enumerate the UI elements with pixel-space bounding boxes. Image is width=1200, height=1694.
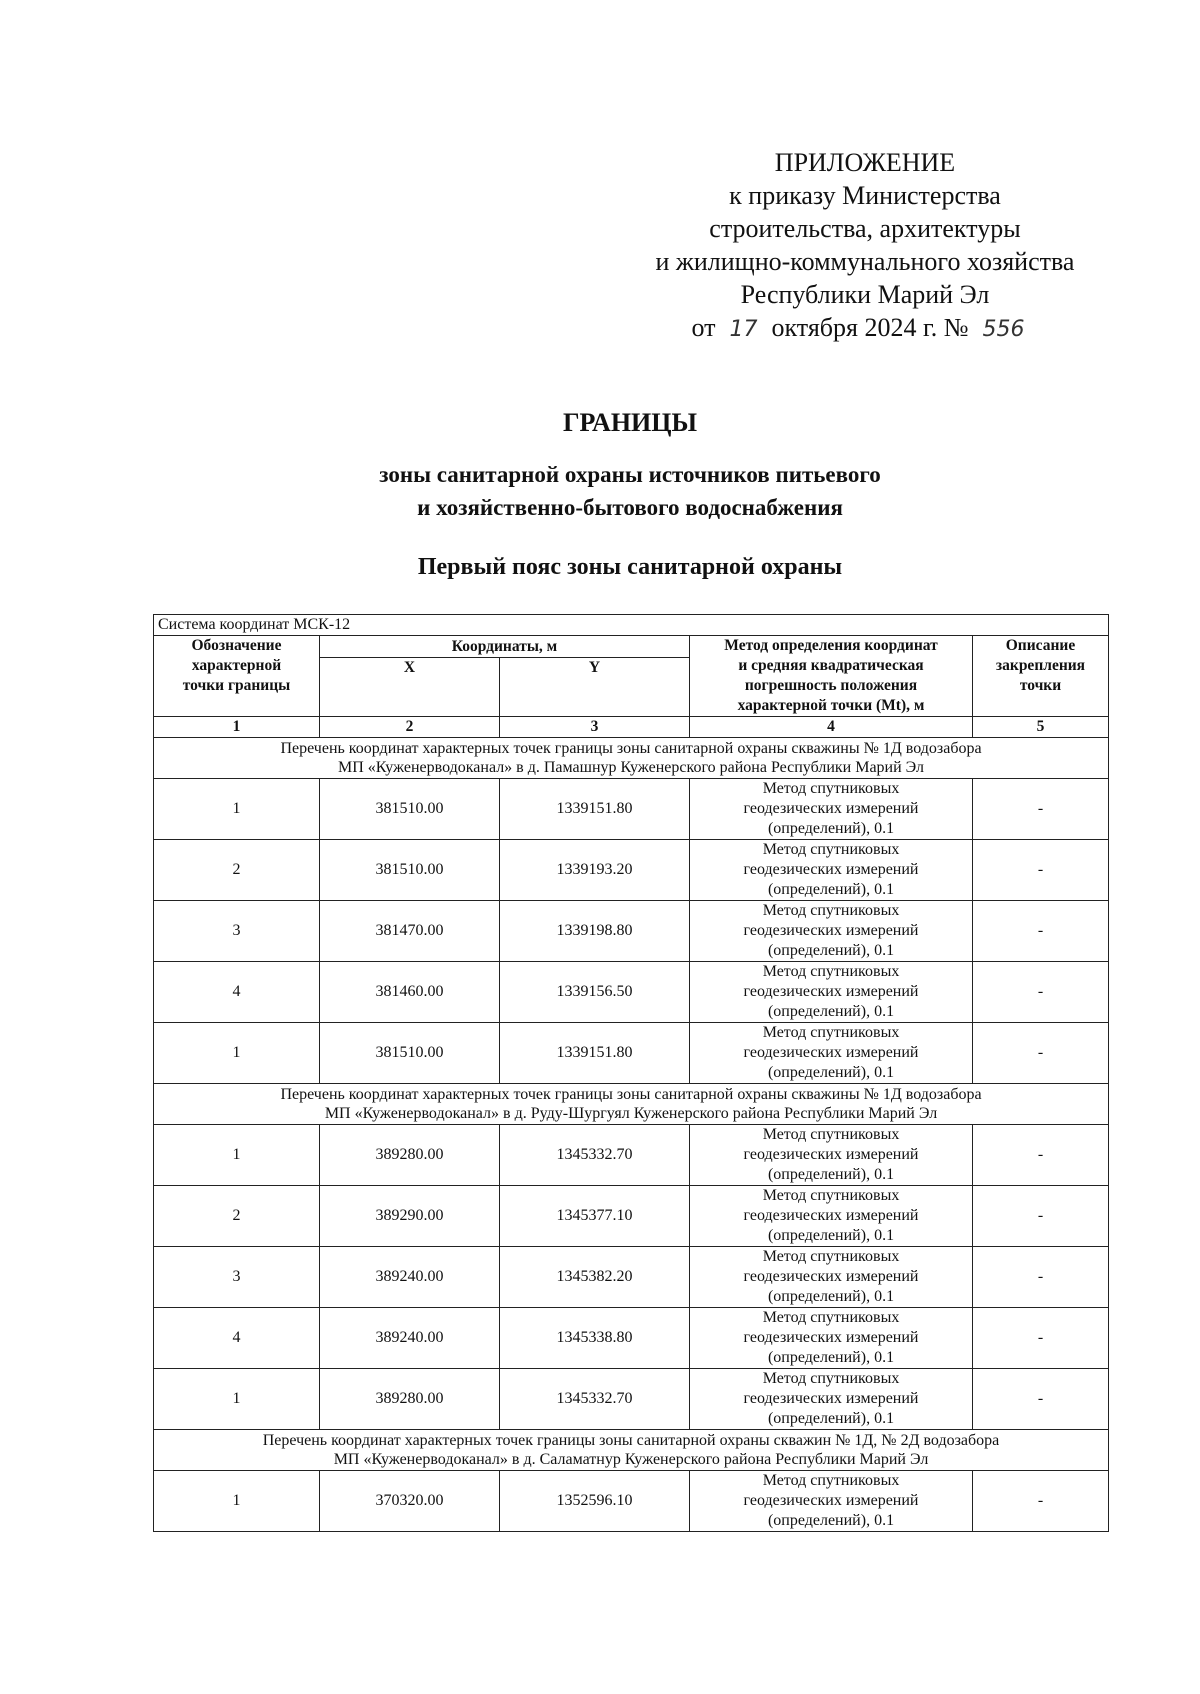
header-point: Обозначение характерной точки границы (154, 636, 320, 717)
method-line: геодезических измерений (743, 922, 919, 939)
cell-x: 381510.00 (320, 1023, 500, 1084)
method-line: геодезических измерений (743, 861, 919, 878)
cell-point: 4 (154, 1308, 320, 1369)
cell-method (690, 840, 973, 901)
cell-method (690, 1125, 973, 1186)
cell-description: - (973, 1125, 1109, 1186)
group-caption-line: МП «Куженерводоканал» в д. Памашнур Куженерского района Республики Марий Эл (337, 759, 925, 776)
cell-point: 3 (154, 901, 320, 962)
cell-method (690, 1308, 973, 1369)
cell-x: 389290.00 (320, 1186, 500, 1247)
cell-y: 1339151.80 (500, 1023, 690, 1084)
group-caption (154, 1084, 1109, 1125)
cell-description: - (973, 1023, 1109, 1084)
group-caption-row (154, 1084, 1109, 1125)
group-caption-line: Перечень координат характерных точек границы зоны санитарной охраны скважин № 1Д, № 2Д водозабора (262, 1432, 1000, 1449)
method-line: (определений), 0.1 (767, 1410, 895, 1427)
cell-x: 381510.00 (320, 779, 500, 840)
group-caption-line: МП «Куженерводоканал» в д. Руду-Шургуял Куженерского района Республики Марий Эл (324, 1105, 938, 1122)
method-line: геодезических измерений (743, 1146, 919, 1163)
table-row (154, 962, 1109, 1023)
order-date-line (600, 311, 1130, 346)
cell-x: 389280.00 (320, 1369, 500, 1430)
table-row (154, 1186, 1109, 1247)
cell-x: 381460.00 (320, 962, 500, 1023)
method-line: (определений), 0.1 (767, 820, 895, 837)
column-numbers-row (154, 717, 1109, 738)
cell-y: 1339198.80 (500, 901, 690, 962)
cell-description: - (973, 901, 1109, 962)
method-line: Метод спутниковых (762, 1126, 900, 1143)
cell-y: 1339156.50 (500, 962, 690, 1023)
cell-x: 389240.00 (320, 1247, 500, 1308)
handwritten-day: 17 (729, 317, 758, 342)
cell-description: - (973, 962, 1109, 1023)
cell-x: 389280.00 (320, 1125, 500, 1186)
method-line: (определений), 0.1 (767, 1064, 895, 1081)
cell-y: 1339193.20 (500, 840, 690, 901)
cell-description: - (973, 1247, 1109, 1308)
cell-point: 1 (154, 1471, 320, 1532)
column-number: 1 (154, 717, 320, 738)
group-caption-row (154, 1430, 1109, 1471)
table-row (154, 1369, 1109, 1430)
cell-y: 1352596.10 (500, 1471, 690, 1532)
method-line: (определений), 0.1 (767, 1349, 895, 1366)
method-line: Метод спутниковых (762, 780, 900, 797)
cell-method (690, 962, 973, 1023)
group-caption-line: МП «Куженерводоканал» в д. Саламатнур Куженерского района Республики Марий Эл (333, 1451, 929, 1468)
method-line: геодезических измерений (743, 1207, 919, 1224)
table-row (154, 901, 1109, 962)
method-line: геодезических измерений (743, 983, 919, 1000)
method-line: Метод спутниковых (762, 841, 900, 858)
method-line: (определений), 0.1 (767, 1512, 895, 1529)
header-coordinates: Координаты, м (320, 636, 690, 658)
appendix-line: Республики Марий Эл (740, 280, 990, 309)
cell-point: 2 (154, 1186, 320, 1247)
method-line: геодезических измерений (743, 800, 919, 817)
date-prefix: от (691, 313, 716, 342)
cell-y: 1345332.70 (500, 1369, 690, 1430)
cell-point: 1 (154, 1369, 320, 1430)
group-caption-line: Перечень координат характерных точек границы зоны санитарной охраны скважины № 1Д водозабора (280, 1086, 982, 1103)
cell-point: 1 (154, 1023, 320, 1084)
cell-method (690, 901, 973, 962)
section-heading: Первый пояс зоны санитарной охраны (417, 554, 843, 580)
cell-description: - (973, 840, 1109, 901)
table-row (154, 779, 1109, 840)
cell-y: 1345382.20 (500, 1247, 690, 1308)
coordinates-table (153, 614, 1109, 1532)
method-line: Метод спутниковых (762, 963, 900, 980)
group-caption (154, 1430, 1109, 1471)
cell-x: 381470.00 (320, 901, 500, 962)
appendix-line: и жилищно-коммунального хозяйства (655, 247, 1075, 276)
cell-method (690, 1369, 973, 1430)
subtitle-line: зоны санитарной охраны источников питьевого (379, 462, 881, 487)
method-line: Метод спутниковых (762, 902, 900, 919)
cell-description: - (973, 1308, 1109, 1369)
cell-description: - (973, 1369, 1109, 1430)
cell-y: 1339151.80 (500, 779, 690, 840)
method-line: (определений), 0.1 (767, 942, 895, 959)
method-line: (определений), 0.1 (767, 1288, 895, 1305)
method-line: (определений), 0.1 (767, 881, 895, 898)
cell-y: 1345338.80 (500, 1308, 690, 1369)
header-y: Y (500, 658, 690, 717)
method-line: геодезических измерений (743, 1268, 919, 1285)
method-line: (определений), 0.1 (767, 1003, 895, 1020)
group-caption-row (154, 738, 1109, 779)
appendix-block (600, 146, 1130, 346)
method-line: Метод спутниковых (762, 1187, 900, 1204)
cell-point: 2 (154, 840, 320, 901)
subtitle-line: и хозяйственно-бытового водоснабжения (417, 495, 843, 520)
method-line: Метод спутниковых (762, 1309, 900, 1326)
column-number: 3 (500, 717, 690, 738)
coordinate-system-label: Система координат МСК-12 (154, 615, 1109, 636)
table-row (154, 1308, 1109, 1369)
method-line: (определений), 0.1 (767, 1166, 895, 1183)
table-row (154, 1247, 1109, 1308)
cell-x: 370320.00 (320, 1471, 500, 1532)
handwritten-order-number: 556 (982, 317, 1025, 342)
appendix-line: строительства, архитектуры (709, 214, 1021, 243)
header-x: X (320, 658, 500, 717)
cell-point: 1 (154, 1125, 320, 1186)
cell-method (690, 1186, 973, 1247)
cell-y: 1345377.10 (500, 1186, 690, 1247)
method-line: геодезических измерений (743, 1390, 919, 1407)
document-subtitle (0, 458, 1200, 524)
table-row (154, 1125, 1109, 1186)
appendix-line: к приказу Министерства (729, 181, 1001, 210)
cell-description: - (973, 1471, 1109, 1532)
column-number: 4 (690, 717, 973, 738)
cell-method (690, 779, 973, 840)
cell-method (690, 1247, 973, 1308)
appendix-heading: ПРИЛОЖЕНИЕ (774, 148, 956, 177)
date-middle: октября 2024 г. № (771, 313, 969, 342)
method-line: Метод спутниковых (762, 1472, 900, 1489)
cell-x: 381510.00 (320, 840, 500, 901)
cell-description: - (973, 779, 1109, 840)
method-line: геодезических измерений (743, 1492, 919, 1509)
cell-y: 1345332.70 (500, 1125, 690, 1186)
cell-description: - (973, 1186, 1109, 1247)
group-caption-line: Перечень координат характерных точек границы зоны санитарной охраны скважины № 1Д водозабора (280, 740, 982, 757)
table-row (154, 840, 1109, 901)
table-row (154, 1023, 1109, 1084)
cell-point: 3 (154, 1247, 320, 1308)
group-caption (154, 738, 1109, 779)
cell-point: 1 (154, 779, 320, 840)
table-body (154, 738, 1109, 1532)
method-line: Метод спутниковых (762, 1248, 900, 1265)
column-number: 2 (320, 717, 500, 738)
method-line: (определений), 0.1 (767, 1227, 895, 1244)
table-row (154, 1471, 1109, 1532)
header-method: Метод определения координат и средняя квадратическая погрешность положения характерной точки (Mt), м (690, 636, 973, 717)
cell-x: 389240.00 (320, 1308, 500, 1369)
method-line: Метод спутниковых (762, 1024, 900, 1041)
cell-method (690, 1023, 973, 1084)
header-description: Описание закрепления точки (973, 636, 1109, 717)
document-title: ГРАНИЦЫ (562, 408, 698, 437)
column-number: 5 (973, 717, 1109, 738)
cell-point: 4 (154, 962, 320, 1023)
cell-method (690, 1471, 973, 1532)
method-line: геодезических измерений (743, 1329, 919, 1346)
method-line: геодезических измерений (743, 1044, 919, 1061)
method-line: Метод спутниковых (762, 1370, 900, 1387)
